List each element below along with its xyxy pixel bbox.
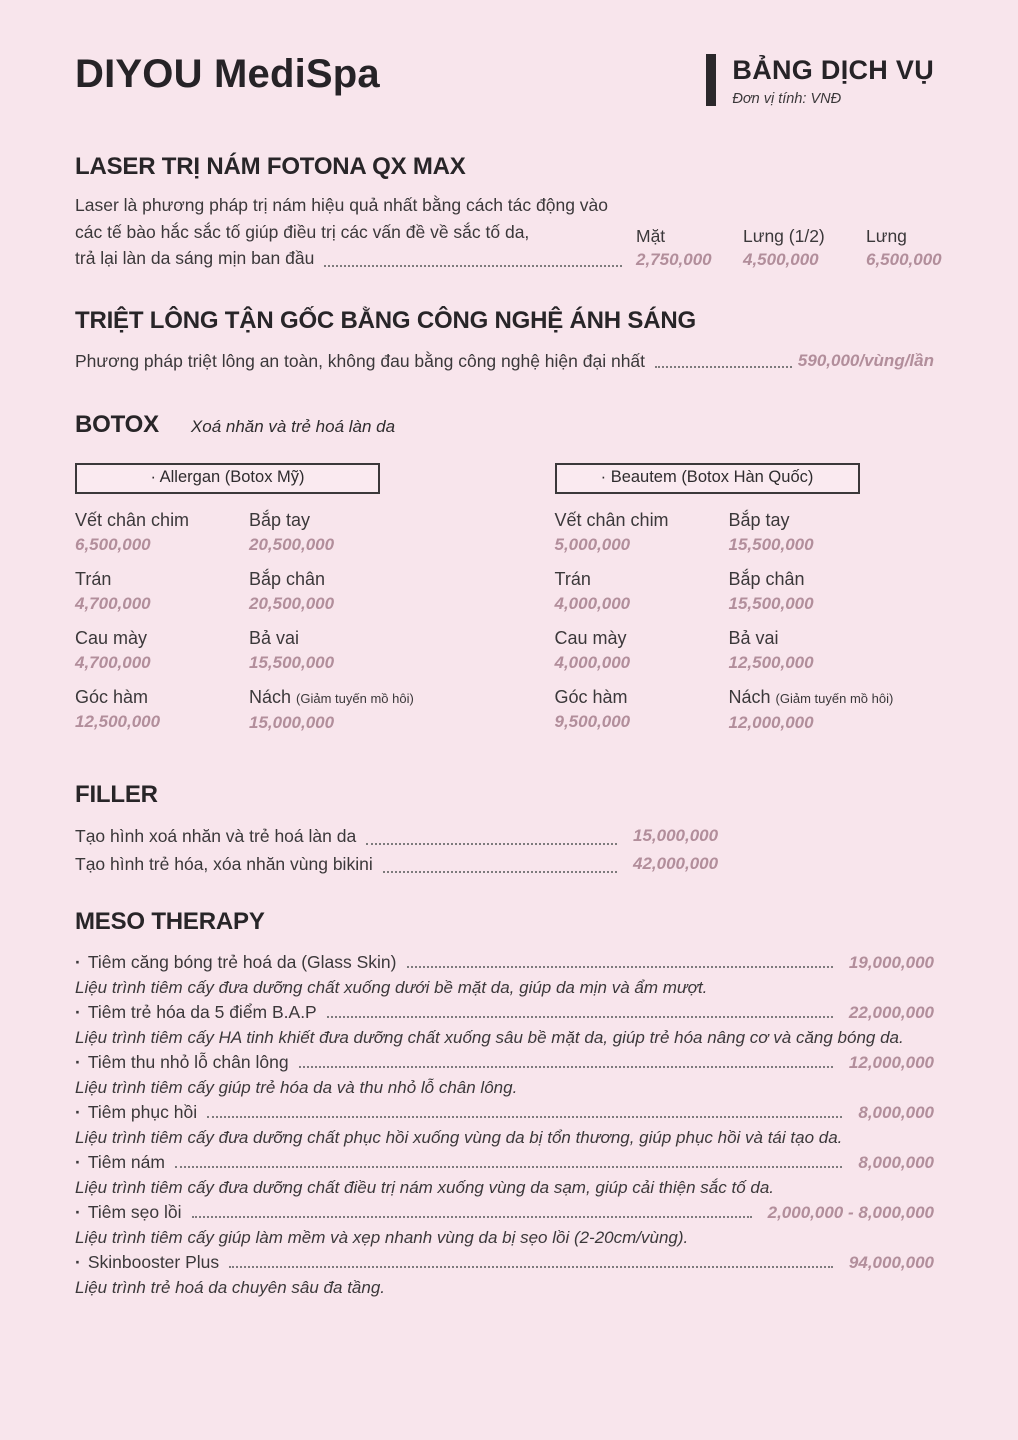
meso-item-price: 22,000,000 — [848, 1002, 934, 1022]
botox-item-label: Trán — [75, 568, 112, 589]
filler-price: 15,000,000 — [633, 825, 719, 845]
price-column-value: 4,500,000 — [743, 249, 819, 269]
laser-desc-line-1: Laser là phương pháp trị nám hiệu quả nhất bằng cách tác động vào — [75, 195, 609, 215]
laser-description — [75, 192, 628, 272]
hair-removal-section-title: TRIỆT LÔNG TẬN GỐC BẰNG CÔNG NGHỆ ÁNH SÁNG — [75, 306, 696, 334]
botox-panel-header: · Beautem (Botox Hàn Quốc) — [555, 463, 860, 494]
botox-item-label: Vết chân chim — [554, 509, 669, 530]
section-botox — [75, 409, 934, 733]
botox-item — [249, 510, 455, 555]
meso-item — [75, 952, 934, 998]
botox-item — [555, 687, 729, 733]
laser-desc-line-2: các tế bào hắc sắc tố giúp điều trị các vấn đề về sắc tố da, — [75, 221, 530, 242]
botox-item-price: 12,500,000 — [75, 711, 161, 731]
meso-section-title: MESO THERAPY — [75, 907, 265, 935]
botox-item-price: 20,500,000 — [249, 593, 335, 613]
section-filler — [75, 779, 934, 878]
botox-item — [555, 628, 729, 673]
botox-item-price: 15,000,000 — [249, 712, 335, 732]
botox-item-price: 15,500,000 — [249, 652, 335, 672]
hair-removal-price: 590,000/vùng/lần — [797, 350, 934, 370]
botox-item — [75, 569, 249, 614]
brand-title: DIYOU MediSpa — [75, 52, 380, 96]
meso-item-label: Tiêm phục hồi — [87, 1101, 198, 1122]
botox-item-price: 4,000,000 — [554, 652, 631, 672]
botox-item — [75, 687, 249, 733]
meso-item-desc: Liệu trình tiêm cấy đưa dưỡng chất phục hồi xuống vùng da bị tổn thương, giúp phục hồi và tái tạo da. — [75, 1127, 843, 1147]
botox-item-note: (Giảm tuyến mồ hôi) — [296, 690, 414, 706]
meso-item — [75, 1152, 934, 1198]
dotted-leader — [383, 871, 617, 873]
price-column-value: 2,750,000 — [636, 249, 712, 269]
meso-item — [75, 1052, 934, 1098]
meso-item — [75, 1102, 934, 1148]
dotted-leader — [207, 1116, 842, 1118]
meso-item-price: 12,000,000 — [848, 1052, 934, 1072]
botox-item-price: 4,700,000 — [75, 593, 151, 613]
meso-item-desc: Liệu trình tiêm cấy giúp làm mềm và xẹp nhanh vùng da bị sẹo lồi (2-20cm/vùng). — [75, 1227, 689, 1247]
meso-item-desc: Liệu trình tiêm cấy HA tinh khiết đưa dưỡng chất xuống sâu bề mặt da, giúp trẻ hóa nâng cơ và căng bóng da. — [75, 1027, 904, 1047]
section-hair-removal — [75, 305, 934, 373]
botox-item-label: Bắp chân — [728, 568, 805, 589]
meso-item-price: 2,000,000 - 8,000,000 — [767, 1202, 934, 1222]
botox-item — [729, 510, 935, 555]
meso-item-label: Tiêm căng bóng trẻ hoá da (Glass Skin) — [87, 951, 397, 972]
botox-item — [75, 510, 249, 555]
price-column-face — [636, 224, 743, 272]
botox-item-label: Góc hàm — [75, 686, 149, 707]
hair-removal-desc: Phương pháp triệt lông an toàn, không đau bằng công nghệ hiện đại nhất — [75, 350, 646, 371]
filler-price: 42,000,000 — [633, 853, 719, 873]
botox-item-price: 6,500,000 — [75, 534, 151, 554]
meso-item-price: 94,000,000 — [848, 1252, 934, 1272]
botox-panel-beautem — [555, 463, 935, 733]
masthead-bar — [706, 54, 716, 106]
filler-label: Tạo hình xoá nhăn và trẻ hoá làn da — [75, 825, 357, 846]
botox-item-label: Bắp tay — [249, 509, 311, 530]
meso-item-label: Tiêm sẹo lồi — [87, 1201, 182, 1222]
botox-item-price: 5,000,000 — [554, 534, 631, 554]
bullet-icon: · — [75, 1201, 81, 1222]
botox-item-price: 4,700,000 — [75, 652, 151, 672]
botox-item-label: Trán — [554, 568, 591, 589]
price-column-back — [866, 224, 942, 272]
meso-item-label: Tiêm trẻ hóa da 5 điểm B.A.P — [87, 1001, 317, 1022]
botox-subtitle: Xoá nhăn và trẻ hoá làn da — [190, 416, 396, 436]
botox-item-label: Cau mày — [554, 627, 627, 648]
dotted-leader — [366, 843, 617, 845]
meso-item-desc: Liệu trình tiêm cấy đưa dưỡng chất điều trị nám xuống vùng da sạm, giúp cải thiện sắc tố da. — [75, 1177, 775, 1197]
bullet-icon: · — [75, 1051, 81, 1072]
botox-panel-header: · Allergan (Botox Mỹ) — [75, 463, 380, 494]
unit-label: Đơn vị tính: VNĐ — [732, 91, 842, 107]
filler-row — [75, 822, 934, 850]
botox-item-label: Nách — [249, 686, 292, 707]
botox-item-note: (Giảm tuyến mồ hôi) — [775, 690, 894, 706]
meso-item-price: 8,000,000 — [858, 1152, 934, 1172]
botox-item — [249, 687, 455, 733]
dotted-leader — [655, 366, 792, 368]
botox-item — [555, 569, 729, 614]
dotted-leader — [324, 265, 622, 267]
botox-item — [729, 569, 935, 614]
dotted-leader — [175, 1166, 842, 1168]
botox-item — [729, 628, 935, 673]
filler-row — [75, 850, 934, 878]
botox-item-label: Bả vai — [249, 627, 300, 648]
meso-item-label: Tiêm nám — [87, 1151, 165, 1172]
meso-item — [75, 1252, 934, 1298]
filler-label: Tạo hình trẻ hóa, xóa nhăn vùng bikini — [75, 853, 373, 874]
botox-item-label: Cau mày — [75, 627, 148, 648]
botox-item-label: Bắp tay — [728, 509, 790, 530]
botox-item-label: Góc hàm — [554, 686, 628, 707]
botox-item-label: Vết chân chim — [75, 509, 190, 530]
bullet-icon: · — [75, 1251, 81, 1272]
masthead — [706, 54, 934, 107]
pricelist-title: BẢNG DỊCH VỤ — [732, 55, 934, 85]
price-column-value: 6,500,000 — [866, 249, 942, 269]
meso-item-desc: Liệu trình tiêm cấy đưa dưỡng chất xuống dưới bề mặt da, giúp da mịn và ẩm mượt. — [75, 977, 708, 997]
laser-desc-line-3: trả lại làn da sáng mịn ban đầu — [75, 248, 315, 268]
botox-item-label: Nách — [728, 686, 771, 707]
meso-item — [75, 1202, 934, 1248]
botox-item-price: 4,000,000 — [554, 593, 631, 613]
page-header — [75, 50, 934, 107]
laser-section-title: LASER TRỊ NÁM FOTONA QX MAX — [75, 153, 466, 180]
section-laser — [75, 151, 942, 272]
botox-item-price: 15,500,000 — [728, 534, 814, 554]
bullet-icon: · — [75, 1101, 81, 1122]
botox-item-label: Bắp chân — [249, 568, 326, 589]
bullet-icon: · — [75, 1001, 81, 1022]
botox-item-label: Bả vai — [728, 627, 779, 648]
dotted-leader — [229, 1266, 833, 1268]
price-column-label: Lưng (1/2) — [743, 225, 825, 246]
bullet-icon: · — [75, 1151, 81, 1172]
botox-item-price: 12,000,000 — [728, 712, 814, 732]
dotted-leader — [192, 1216, 752, 1218]
botox-item — [249, 569, 455, 614]
meso-item-price: 19,000,000 — [848, 952, 934, 972]
filler-section-title: FILLER — [75, 780, 158, 808]
meso-item-label: Skinbooster Plus — [87, 1251, 220, 1272]
meso-item — [75, 1002, 934, 1048]
dotted-leader — [407, 966, 833, 968]
meso-item-label: Tiêm thu nhỏ lỗ chân lông — [87, 1051, 289, 1072]
price-column-label: Mặt — [636, 225, 666, 246]
meso-item-price: 8,000,000 — [858, 1102, 934, 1122]
botox-item — [555, 510, 729, 555]
price-column-half-back — [743, 224, 866, 272]
price-column-label: Lưng — [866, 225, 907, 246]
botox-item-price: 12,500,000 — [728, 652, 814, 672]
botox-item-price: 15,500,000 — [728, 593, 814, 613]
botox-section-title: BOTOX — [75, 410, 159, 438]
dotted-leader — [299, 1066, 833, 1068]
bullet-icon: · — [75, 951, 81, 972]
botox-item — [249, 628, 455, 673]
botox-item — [75, 628, 249, 673]
meso-item-desc: Liệu trình trẻ hoá da chuyên sâu đa tầng. — [75, 1277, 386, 1297]
botox-item — [729, 687, 935, 733]
dotted-leader — [327, 1016, 833, 1018]
botox-panel-allergan — [75, 463, 455, 733]
laser-price-columns — [636, 192, 942, 272]
meso-item-desc: Liệu trình tiêm cấy giúp trẻ hóa da và thu nhỏ lỗ chân lông. — [75, 1077, 518, 1097]
botox-item-price: 9,500,000 — [554, 711, 631, 731]
botox-item-price: 20,500,000 — [249, 534, 335, 554]
section-meso-therapy — [75, 906, 934, 1298]
